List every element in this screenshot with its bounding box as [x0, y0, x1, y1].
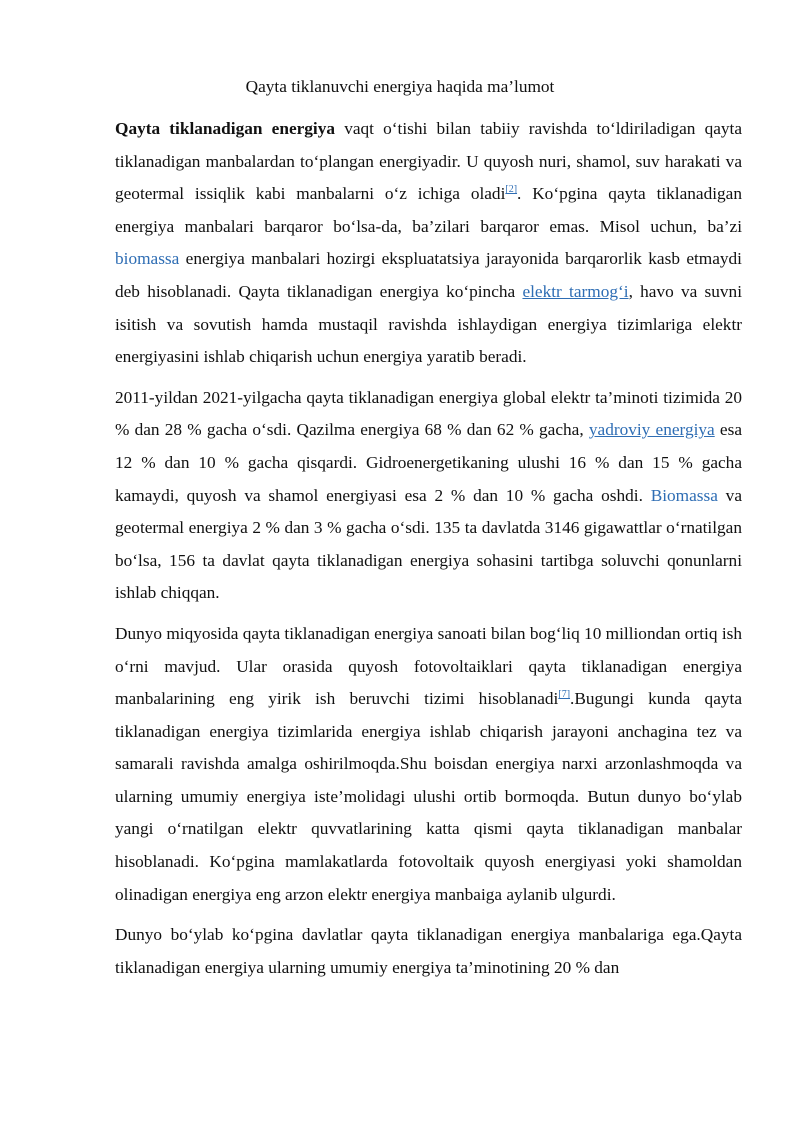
paragraph-4	[115, 919, 742, 984]
link-biomassa[interactable]: biomassa	[115, 249, 180, 269]
bold-term: Qayta tiklanadigan energiya	[115, 119, 336, 138]
paragraph-1-text-1: vaqt o‘tishi bilan tabiiy ravishda to‘ldiriladigan qayta tiklanadigan manbalardan to‘plangan energiyadir. U quyosh nuri, shamol, suv harakati va geotermal issiqlik kabi manbalarni o‘z ichiga oladi	[115, 119, 742, 204]
document-title: Qayta tiklanuvchi energiya haqida ma’lumot	[245, 77, 555, 96]
paragraph-2-text-2: esa 12 % dan 10 % gacha qisqardi. Gidroenergetikaning ulushi 16 % dan 15 % gacha kamaydi, quyosh va shamol energiyasi esa 2 % dan 10 % gacha oshdi.	[115, 420, 743, 505]
document-body	[115, 113, 742, 992]
paragraph-2-text-1: 2011-yildan 2021-yilgacha qayta tiklanadigan energiya global elektr ta’minoti tizimida 20 % dan 28 % gacha o‘sdi. Qazilma energiya 68 % dan 62 % gacha,	[115, 387, 742, 440]
paragraph-3	[115, 618, 742, 911]
citation-link[interactable]: [2]	[505, 184, 518, 196]
paragraph-3-text-1: Dunyo miqyosida qayta tiklanadigan energiya sanoati bilan bog‘liq 10 milliondan ortiq ish o‘rni mavjud. Ular orasida quyosh fotovoltaiklari qayta tiklanadigan energiya manbalarining eng yirik ish beruvchi tizimi hisoblanadi	[115, 623, 742, 709]
paragraph-1	[115, 113, 742, 374]
paragraph-2-text-3: va geotermal energiya 2 % dan 3 % gacha o‘sdi. 135 ta davlatda 3146 gigawattlar o‘rnatilgan bo‘lsa, 156 ta davlat qayta tiklanadigan energiya sohasini tartibga soluvchi qonunlarni ishlab chiqqan.	[115, 485, 742, 603]
citation-ref-7[interactable]	[558, 689, 570, 700]
link-biomassa-2[interactable]: Biomassa	[650, 485, 718, 505]
paragraph-1-text-2: . Ko‘pgina qayta tiklanadigan energiya manbalari barqaror bo‘lsa-da, ba’zilari barqaror emas. Misol uchun, ba’zi	[115, 184, 742, 236]
paragraph-4-text-1: Dunyo bo‘ylab ko‘pgina davlatlar qayta tiklanadigan energiya manbalariga ega.Qayta tiklanadigan energiya ularning umumiy energiya ta’minotining 20 % dan	[115, 925, 742, 977]
citation-ref-2[interactable]	[505, 184, 517, 195]
citation-link[interactable]: [7]	[558, 689, 571, 701]
paragraph-1-text-4: , havo va suvni isitish va sovutish hamda mustaqil ravishda ishlaydigan energiya tizimlariga elektr energiyasini ishlab chiqarish uchun energiya yaratib beradi.	[115, 281, 743, 367]
link-elektr-tarmogi[interactable]: elektr tarmog‘i	[522, 281, 629, 301]
paragraph-2	[115, 382, 742, 610]
link-yadroviy-energiya[interactable]: yadroviy energiya	[588, 420, 715, 440]
paragraph-3-text-2: .Bugungi kunda qayta tiklanadigan energiya tizimlarida energiya ishlab chiqarish jarayoni anchagina tez va samarali ravishda amalga oshirilmoqda.Shu boisdan energiya narxi arzonlashmoqda va ularning umumiy energiya iste’molidagi ulushi ortib bormoqda. Butun dunyo bo‘ylab yangi o‘rnatilgan elektr quvvatlarining katta qismi qayta tiklanadigan manbalar hisoblanadi. Ko‘pgina mamlakatlarda fotovoltaik quyosh energiyasi yoki shamoldan olinadigan energiya eng arzon elektr energiya manbaiga aylanib ulgurdi.	[115, 689, 742, 904]
paragraph-1-text-3: energiya manbalari hozirgi ekspluatatsiya jarayonida barqarorlik kasb etmaydi deb hisoblanadi. Qayta tiklanadigan energiya ko‘pincha	[115, 249, 742, 301]
